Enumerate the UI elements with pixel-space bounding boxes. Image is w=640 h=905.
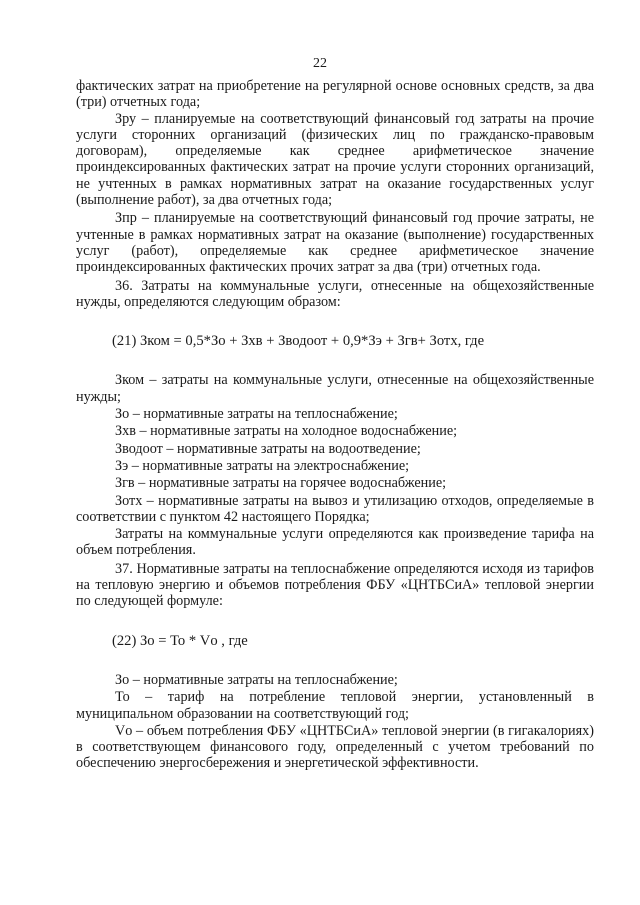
definition-zo: Зо – нормативные затраты на теплоснабжение; xyxy=(115,406,398,423)
definition-to: То – тариф на потребление тепловой энергии, установленный в муниципальном образовании на соответствующий год; xyxy=(76,689,594,722)
paragraph-zru: Зру – планируемые на соответствующий финансовый год затраты на прочие услуги сторонних организаций (физических лиц по гражданско-правовым договорам), определяемые как среднее арифметическое значение проиндексированных фактических затрат на прочие услуги сторонних организаций, не учтенных в рамках нормативных затрат на оказание государственных услуг (выполнение работ), за два отчетных года; xyxy=(76,110,594,209)
definition-ze: Зэ – нормативные затраты на электроснабжение; xyxy=(115,457,410,474)
definition-zhv: Зхв – нормативные затраты на холодное водоснабжение; xyxy=(115,423,458,440)
definition-zvodoot: Зводоот – нормативные затраты на водоотведение; xyxy=(115,440,421,457)
paragraph-continuation: фактических затрат на приобретение на регулярной основе основных средств, за два (три) отчетных года; xyxy=(76,78,594,111)
definition-zo-heat: Зо – нормативные затраты на теплоснабжение; xyxy=(115,671,398,688)
definition-zgv: Згв – нормативные затраты на горячее водоснабжение; xyxy=(115,475,447,492)
paragraph-zpr: Зпр – планируемые на соответствующий финансовый год прочие затраты, не учтенные в рамках нормативных затрат на оказание (выполнение) государственных услуг (работ), определяемые как среднее арифметическое значение проиндексированных фактических прочих затрат за два (три) отчетных года. xyxy=(76,210,594,276)
definition-zotkh: Зотх – нормативные затраты на вывоз и утилизацию отходов, определяемые в соответствии с пунктом 42 настоящего Порядка; xyxy=(76,492,594,525)
formula-22: (22) Зо = То * Vо , где xyxy=(112,632,248,649)
paragraph-37: 37. Нормативные затраты на теплоснабжение определяются исходя из тарифов на тепловую энергию и объемов потребления ФБУ «ЦНТБСиА» тепловой энергии по следующей формуле: xyxy=(76,560,594,610)
definition-zkom: Зком – затраты на коммунальные услуги, отнесенные на общехозяйственные нужды; xyxy=(76,372,594,405)
paragraph-36: 36. Затраты на коммунальные услуги, отнесенные на общехозяйственные нужды, определяются следующим образом: xyxy=(76,277,594,310)
definition-vo: Vо – объем потребления ФБУ «ЦНТБСиА» тепловой энергии (в гигакалориях) в соответствующем финансового году, определенный с учетом требований по обеспечению энергосбережения и энергетической эффективности. xyxy=(76,722,594,772)
definition-utilities-product: Затраты на коммунальные услуги определяются как произведение тарифа на объем потребления. xyxy=(76,526,594,559)
formula-21: (21) Зком = 0,5*Зо + Зхв + Зводоот + 0,9*Зэ + Згв+ Зотх, где xyxy=(112,333,485,350)
page-number: 22 xyxy=(313,56,327,71)
page-content xyxy=(76,78,594,772)
